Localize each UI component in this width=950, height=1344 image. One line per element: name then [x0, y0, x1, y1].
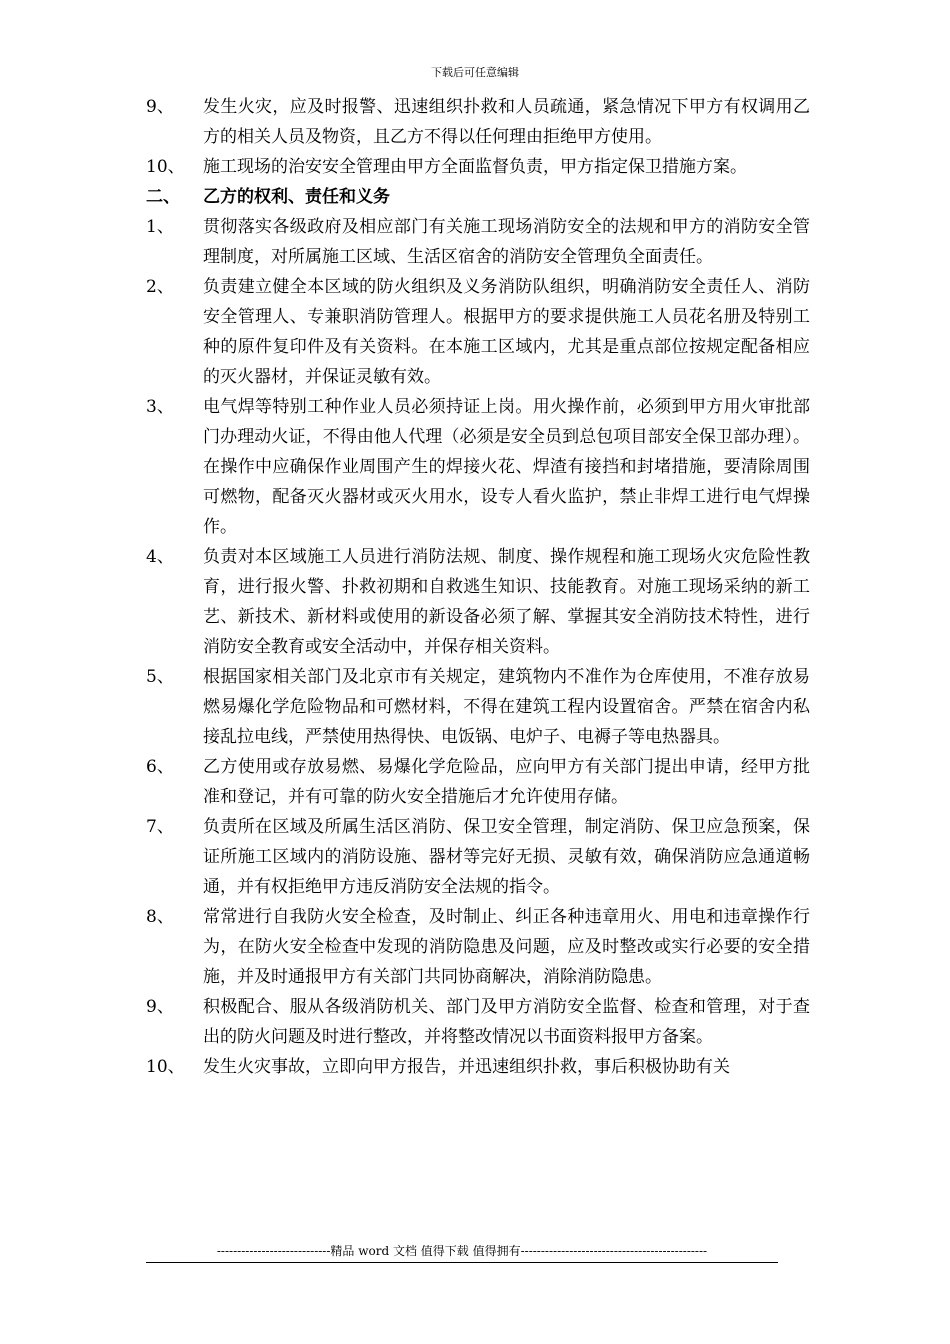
item-text: 发生火灾，应及时报警、迅速组织扑救和人员疏通，紧急情况下甲方有权调用乙方的相关人员及物资，且乙方不得以任何理由拒绝甲方使用。 — [203, 97, 810, 147]
item-text: 电气焊等特别工种作业人员必须持证上岗。用火操作前，必须到甲方用火审批部门办理动火证，不得由他人代理（必须是安全员到总包项目部安全保卫部办理）。在操作中应确保作业周围产生的焊接火花、焊渣有接挡和封堵措施，要清除周围可燃物，配备灭火器材或灭火用水，设专人看火监护，禁止非焊工进行电气焊操作。 — [203, 397, 810, 537]
section-heading — [146, 182, 810, 212]
item-number: 1、 — [146, 217, 174, 237]
item-number: 4、 — [146, 547, 174, 567]
item-text: 乙方使用或存放易燃、易爆化学危险品，应向甲方有关部门提出申请，经甲方批准和登记，并有可靠的防火安全措施后才允许使用存储。 — [203, 757, 810, 807]
item-number: 2、 — [146, 277, 174, 297]
page-header: 下载后可任意编辑 — [431, 66, 519, 79]
item-number: 10、 — [146, 157, 185, 177]
list-item — [146, 392, 810, 542]
list-item — [146, 152, 810, 182]
item-text: 负责建立健全本区域的防火组织及义务消防队组织，明确消防安全责任人、消防安全管理人、专兼职消防管理人。根据甲方的要求提供施工人员花名册及特别工种的原件复印件及有关资料。在本施工区域内，尤其是重点部位按规定配备相应的灭火器材，并保证灵敏有效。 — [203, 277, 810, 387]
item-number: 9、 — [146, 997, 174, 1017]
list-item — [146, 542, 810, 662]
list-item — [146, 812, 810, 902]
item-number: 7、 — [146, 817, 174, 837]
item-text: 施工现场的治安安全管理由甲方全面监督负责，甲方指定保卫措施方案。 — [203, 157, 747, 177]
item-number: 9、 — [146, 97, 174, 117]
item-number: 10、 — [146, 1057, 185, 1077]
item-text: 贯彻落实各级政府及相应部门有关施工现场消防安全的法规和甲方的消防安全管理制度，对所属施工区域、生活区宿舍的消防安全管理负全面责任。 — [203, 217, 810, 267]
page-footer: ----------------------------精品 word 文档 值得下载 值得拥有---------------------------------------------- — [216, 1244, 708, 1258]
item-number: 6、 — [146, 757, 174, 777]
item-text: 根据国家相关部门及北京市有关规定，建筑物内不准作为仓库使用，不准存放易燃易爆化学危险物品和可燃材料，不得在建筑工程内设置宿舍。严禁在宿舍内私接乱拉电线，严禁使用热得快、电饭锅、电炉子、电褥子等电热器具。 — [203, 667, 810, 747]
list-item — [146, 1052, 810, 1082]
item-text: 负责所在区域及所属生活区消防、保卫安全管理，制定消防、保卫应急预案，保证所施工区域内的消防设施、器材等完好无损、灵敏有效，确保消防应急通道畅通，并有权拒绝甲方违反消防安全法规的指令。 — [203, 817, 810, 897]
item-number: 8、 — [146, 907, 174, 927]
section-title: 乙方的权利、责任和义务 — [203, 187, 390, 207]
item-text: 常常进行自我防火安全检查，及时制止、纠正各种违章用火、用电和违章操作行为，在防火安全检查中发现的消防隐患及问题，应及时整改或实行必要的安全措施，并及时通报甲方有关部门共同协商解决，消除消防隐患。 — [203, 907, 810, 987]
list-item — [146, 272, 810, 392]
item-text: 负责对本区域施工人员进行消防法规、制度、操作规程和施工现场火灾危险性教育，进行报火警、扑救初期和自救逃生知识、技能教育。对施工现场采纳的新工艺、新技术、新材料或使用的新设备必须了解、掌握其安全消防技术特性，进行消防安全教育或安全活动中，并保存相关资料。 — [203, 547, 810, 657]
list-item — [146, 92, 810, 152]
section-number: 二、 — [146, 187, 180, 207]
list-item — [146, 212, 810, 272]
list-item — [146, 902, 810, 992]
item-text: 积极配合、服从各级消防机关、部门及甲方消防安全监督、检查和管理，对于查出的防火问题及时进行整改，并将整改情况以书面资料报甲方备案。 — [203, 997, 810, 1047]
item-number: 3、 — [146, 397, 174, 417]
item-text: 发生火灾事故，立即向甲方报告，并迅速组织扑救，事后积极协助有关 — [203, 1057, 730, 1077]
list-item — [146, 752, 810, 812]
list-item — [146, 662, 810, 752]
document-body — [146, 92, 810, 1082]
footer-divider — [146, 1262, 778, 1263]
item-number: 5、 — [146, 667, 174, 687]
list-item — [146, 992, 810, 1052]
